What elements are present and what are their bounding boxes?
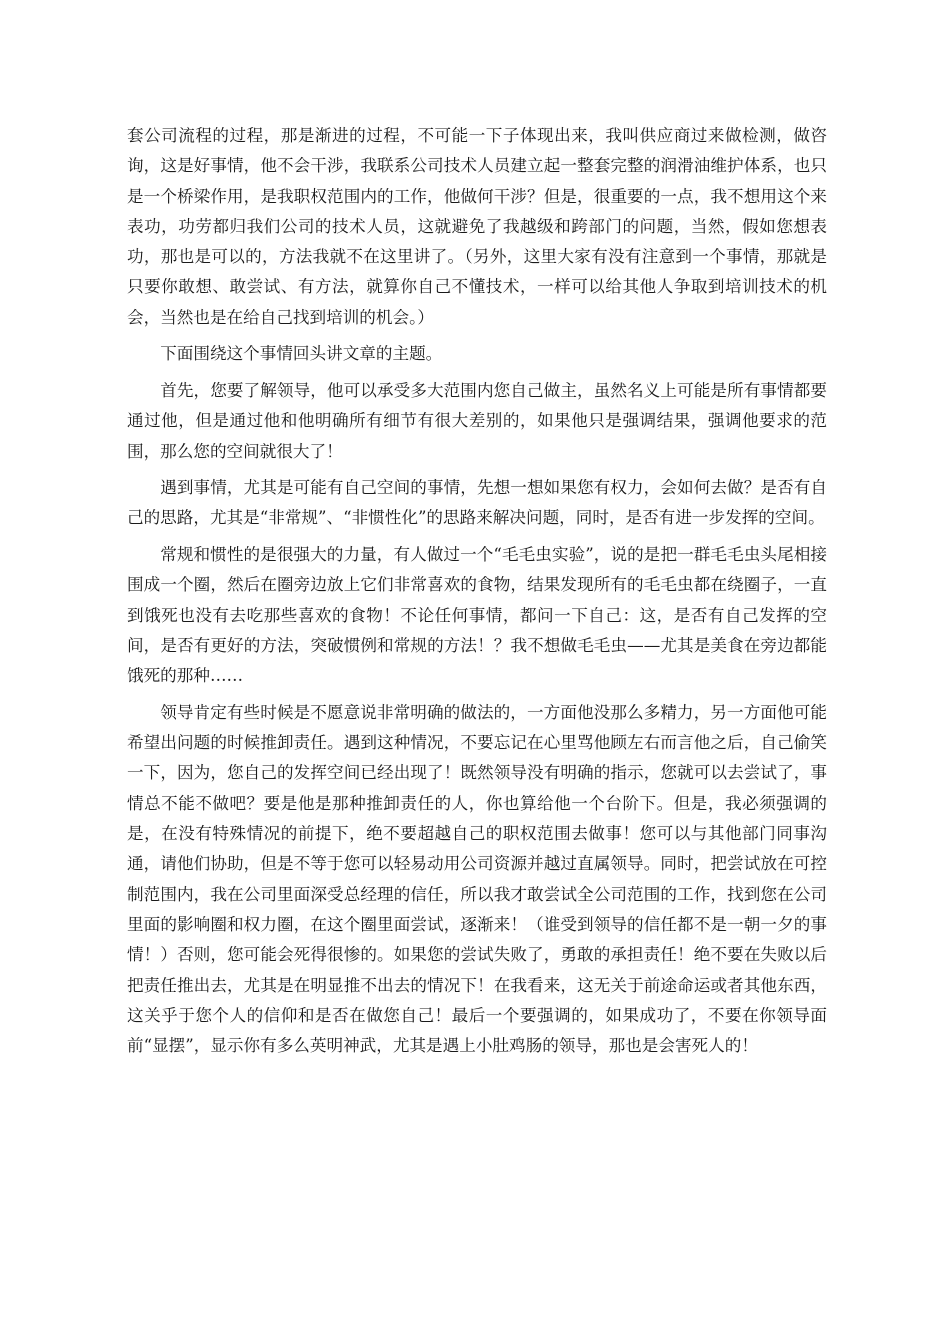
paragraph-6: 领导肯定有些时候是不愿意说非常明确的做法的，一方面他没那么多精力，另一方面他可能希望出问题的时候推卸责任。遇到这种情况，不要忘记在心里骂他顾左右而言他之后，自己偷笑一下，因为，您自己的发挥空间已经出现了！既然领导没有明确的指示，您就可以去尝试了，事情总不能不做吧？要是他是那种推卸责任的人，你也算给他一个台阶下。但是，我必须强调的是，在没有特殊情况的前提下，绝不要超越自己的职权范围去做事！您可以与其他部门同事沟通，请他们协助，但是不等于您可以轻易动用公司资源并越过直属领导。同时，把尝试放在可控制范围内，我在公司里面深受总经理的信任，所以我才敢尝试全公司范围的工作，找到您在公司里面的影响圈和权力圈，在这个圈里面尝试，逐渐来！（谁受到领导的信任都不是一朝一夕的事情！）否则，您可能会死得很惨的。如果您的尝试失败了，勇敢的承担责任！绝不要在失败以后把责任推出去，尤其是在明显推不出去的情况下！在我看来，这无关于前途命运或者其他东西，这关乎于您个人的信仰和是否在做您自己！最后一个要强调的，如果成功了，不要在你领导面前“显摆”，显示你有多么英明神武，尤其是遇上小肚鸡肠的领导，那也是会害死人的！ — [127, 702, 827, 1056]
document-body — [127, 121, 827, 1068]
paragraph-2: 下面围绕这个事情回头讲文章的主题。 — [160, 344, 443, 364]
paragraph-3: 首先，您要了解领导，他可以承受多大范围内您自己做主，虽然名义上可能是所有事情都要通过他，但是通过他和他明确所有细节有很大差别的，如果他只是强调结果，强调他要求的范围，那么您的空间就很大了！ — [127, 380, 827, 461]
paragraph-4: 遇到事情，尤其是可能有自己空间的事情，先想一想如果您有权力，会如何去做？是否有自己的思路，尤其是“非常规”、“非惯性化”的思路来解决问题，同时，是否有进一步发挥的空间。 — [127, 478, 827, 528]
paragraph-5: 常规和惯性的是很强大的力量，有人做过一个“毛毛虫实验”，说的是把一群毛毛虫头尾相接围成一个圈，然后在圈旁边放上它们非常喜欢的食物，结果发现所有的毛毛虫都在绕圈子，一直到饿死也没有去吃那些喜欢的食物！不论任何事情，都问一下自己：这，是否有自己发挥的空间，是否有更好的方法，突破惯例和常规的方法！？我不想做毛毛虫——尤其是美食在旁边都能饿死的那种…… — [127, 545, 827, 686]
paragraph-1: 套公司流程的过程，那是渐进的过程，不可能一下子体现出来，我叫供应商过来做检测，做咨询，这是好事情，他不会干涉，我联系公司技术人员建立起一整套完整的润滑油维护体系，也只是一个桥梁作用，是我职权范围内的工作，他做何干涉？但是，很重要的一点，我不想用这个来表功，功劳都归我们公司的技术人员，这就避免了我越级和跨部门的问题，当然，假如您想表功，那也是可以的，方法我就不在这里讲了。（另外，这里大家有没有注意到一个事情，那就是只要你敢想、敢尝试、有方法，就算你自己不懂技术，一样可以给其他人争取到培训技术的机会，当然也是在给自己找到培训的机会。） — [127, 126, 827, 327]
